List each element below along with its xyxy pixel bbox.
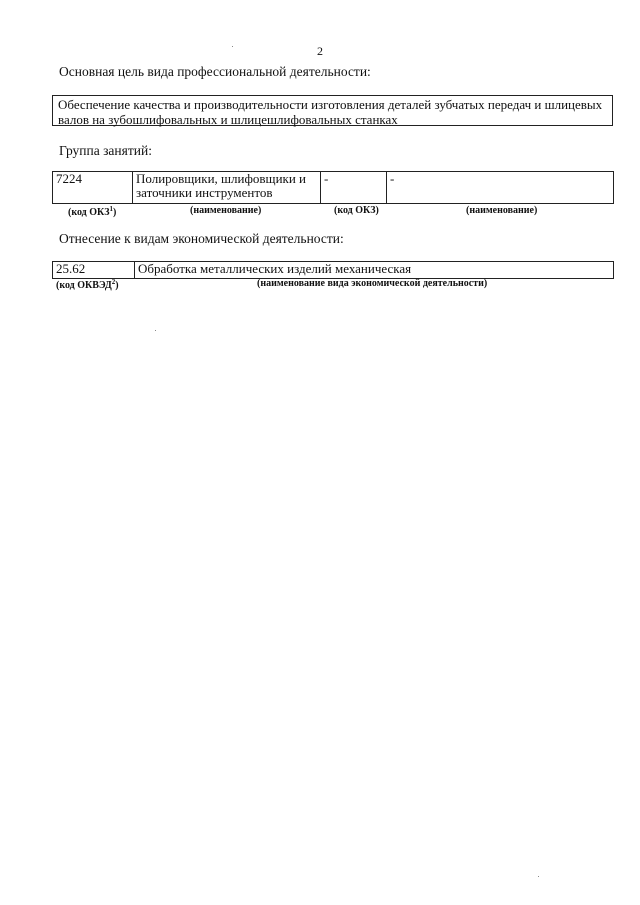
economic-activity-table [52, 261, 614, 279]
okz-code-cell: 7224 [53, 172, 133, 204]
scan-speck [538, 876, 539, 877]
goal-text: Обеспечение качества и производительности изготовления деталей зубчатых передач и шлицевых валов на зубошлифовальных и шлицешлифовальных станках [58, 97, 603, 127]
occupation-name-cell-2: - [387, 172, 614, 204]
table-row [53, 172, 614, 204]
occupation-name-caption: (наименование) [190, 205, 262, 216]
page-number: 2 [317, 44, 323, 58]
occupation-name-caption-2: (наименование) [466, 205, 538, 216]
goal-box [52, 95, 613, 126]
table-row [53, 262, 614, 279]
occupation-group-table [52, 171, 614, 204]
scan-speck [155, 330, 156, 331]
okved-code-caption: (код ОКВЭД$^2$) [56, 278, 119, 291]
okved-code-cell: 25.62 [53, 262, 135, 279]
scan-speck [232, 46, 233, 47]
occupation-group-heading: Группа занятий: [59, 143, 152, 158]
okz-code-cell-2: - [321, 172, 387, 204]
okz-code-caption: (код ОКЗ$^1$) [68, 205, 117, 218]
activity-name-cell: Обработка металлических изделий механическая [135, 262, 614, 279]
occupation-name-cell: Полировщики, шлифовщики и заточники инструментов [133, 172, 321, 204]
economic-activity-heading: Отнесение к видам экономической деятельности: [59, 231, 344, 246]
goal-heading: Основная цель вида профессиональной деятельности: [59, 64, 371, 79]
activity-name-caption: (наименование вида экономической деятельности) [257, 278, 488, 289]
okz-code-caption-2: (код ОКЗ) [334, 205, 379, 216]
